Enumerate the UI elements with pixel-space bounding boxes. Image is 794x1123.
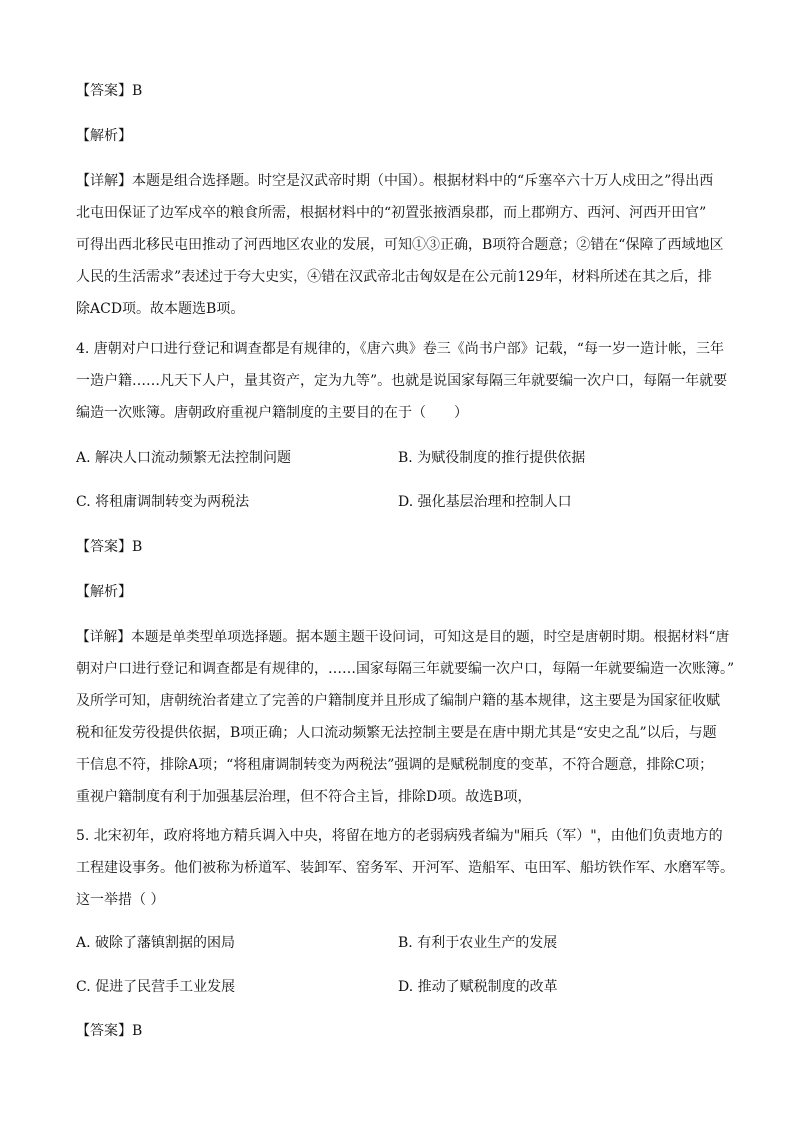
stem-line: 一造户籍……凡天下人户，量其资产，定为九等”。也就是说国家每隔三年就要编一次户口，每隔一年就要 bbox=[76, 373, 728, 389]
q4-stem bbox=[76, 339, 736, 423]
detail-line: 可得出西北移民屯田推动了河西地区农业的发展，可知①③正确，B项符合题意；②错在“保障了西域地区 bbox=[76, 237, 724, 253]
q4-option-d: D. 强化基层治理和控制人口 bbox=[398, 494, 572, 510]
q5-stem bbox=[76, 826, 736, 910]
answer-tag: 【答案】 bbox=[76, 83, 132, 99]
detail-line: 朝对户口进行登记和调查都是有规律的，……国家每隔三年就要编一次户口，每隔一年就要编造一次账簿。” bbox=[76, 661, 735, 677]
stem-line: 工程建设事务。他们被称为桥道军、装卸军、窑务军、开河军、造船军、屯田军、船坊铁作军、水磨军等。 bbox=[76, 860, 734, 876]
stem-line: 编造一次账簿。唐朝政府重视户籍制度的主要目的在于（ ） bbox=[76, 405, 468, 421]
q5-option-b: B. 有利于农业生产的发展 bbox=[398, 935, 558, 951]
detail-line: 人民的生活需求”表述过于夸大史实，④错在汉武帝北击匈奴是在公元前129年，材料所述在其之后，排 bbox=[76, 269, 712, 285]
q4-answer bbox=[76, 537, 142, 557]
q4-option-a: A. 解决人口流动频繁无法控制问题 bbox=[76, 450, 292, 466]
detail-line: 除ACD项。故本题选B项。 bbox=[76, 301, 245, 317]
q4-option-b: B. 为赋役制度的推行提供依据 bbox=[398, 450, 586, 466]
q5-option-d: D. 推动了赋税制度的改革 bbox=[398, 979, 558, 995]
q4-detail bbox=[76, 627, 736, 807]
q3-answer bbox=[76, 81, 142, 101]
stem-line: 这一举措（ ） bbox=[76, 892, 165, 908]
q5-answer bbox=[76, 1021, 142, 1041]
stem-line: 4. 唐朝对户口进行登记和调查都是有规律的，《唐六典》卷三《尚书户部》记载，“每一岁一造计帐，三年 bbox=[76, 341, 724, 357]
q4-option-c: C. 将租庸调制转变为两税法 bbox=[76, 494, 250, 510]
detail-line: 【详解】本题是组合选择题。时空是汉武帝时期（中国）。根据材料中的“斥塞卒六十万人戍田之”得出西 bbox=[76, 173, 714, 189]
stem-line: 5. 北宋初年，政府将地方精兵调入中央，将留在地方的老弱病残者编为"厢兵（军）"，由他们负责地方的 bbox=[76, 828, 723, 844]
detail-line: 重视户籍制度有利于加强基层治理，但不符合主旨，排除D项。故选B项， bbox=[76, 789, 532, 805]
answer-tag: 【答案】 bbox=[76, 1023, 132, 1039]
detail-line: 税和征发劳役提供依据，B项正确；人口流动频繁无法控制主要是在唐中期尤其是“安史之乱”以后，与题 bbox=[76, 725, 717, 741]
detail-line: 干信息不符，排除A项；“将租庸调制转变为两税法”强调的是赋税制度的变革，不符合题意，排除C项； bbox=[76, 757, 714, 773]
q5-option-a: A. 破除了藩镇割据的困局 bbox=[76, 935, 236, 951]
q3-detail bbox=[76, 171, 736, 319]
q4-analysis-tag: 【解析】 bbox=[76, 584, 132, 600]
answer-value: B bbox=[132, 1023, 143, 1039]
detail-line: 【详解】本题是单类型单项选择题。据本题主题干设问词，可知这是目的题，时空是唐朝时期。根据材料“唐 bbox=[76, 629, 730, 645]
answer-value: B bbox=[132, 539, 143, 555]
answer-value: B bbox=[132, 83, 143, 99]
q5-option-c: C. 促进了民营手工业发展 bbox=[76, 979, 236, 995]
q3-analysis-tag: 【解析】 bbox=[76, 128, 132, 144]
answer-tag: 【答案】 bbox=[76, 539, 132, 555]
detail-line: 北屯田保证了边军戍卒的粮食所需，根据材料中的“初置张掖酒泉郡，而上郡朔方、西河、河西开田官” bbox=[76, 205, 707, 221]
detail-line: 及所学可知，唐朝统治者建立了完善的户籍制度并且形成了编制户籍的基本规律，这主要是为国家征收赋 bbox=[76, 693, 720, 709]
